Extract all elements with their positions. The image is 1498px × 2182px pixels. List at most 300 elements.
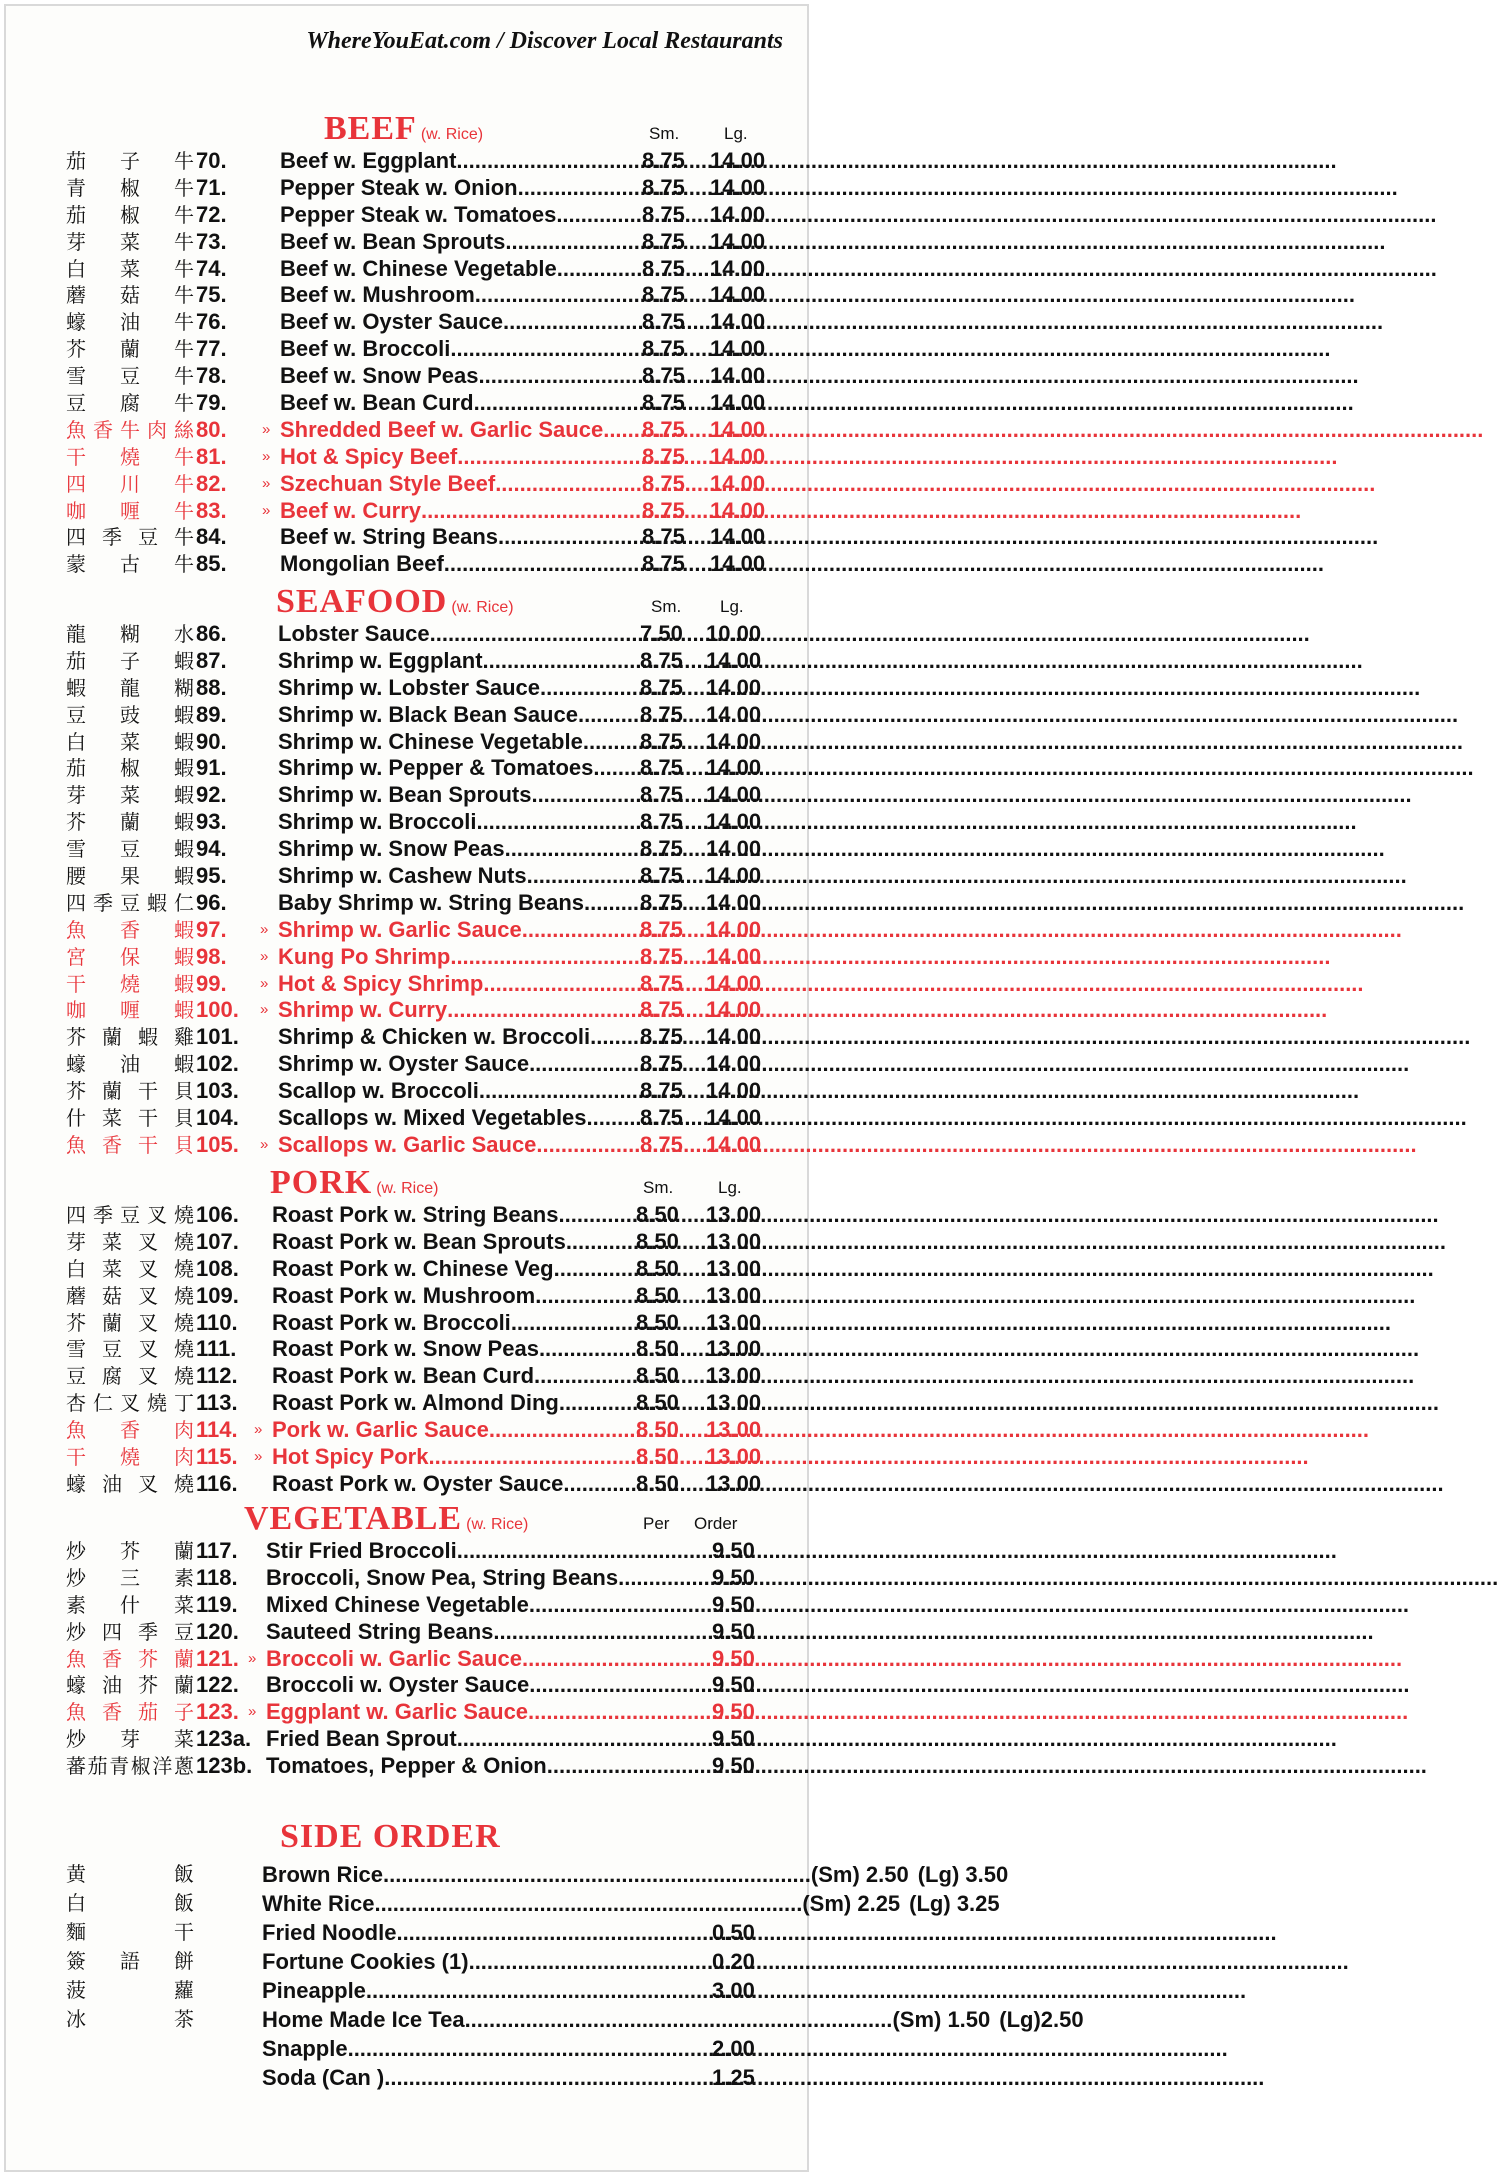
chinese-name: [66, 524, 194, 551]
chinese-char: 子: [174, 1700, 194, 1725]
item-number: 99.: [196, 970, 227, 996]
item-number: 75.: [196, 282, 227, 308]
side-item[interactable]: [6, 1976, 811, 2005]
chinese-char: 四: [66, 1203, 86, 1227]
price-large: 14.00: [706, 943, 762, 969]
price-small: (Sm) 1.50: [892, 2007, 991, 2032]
item-price: 9.50: [712, 1672, 755, 1698]
menu-item[interactable]: [6, 621, 811, 648]
side-item[interactable]: [6, 2034, 811, 2063]
chinese-char: 燒: [174, 1229, 194, 1254]
price-large: 14.00: [706, 809, 762, 835]
menu-item[interactable]: [6, 1390, 811, 1417]
menu-item[interactable]: [6, 390, 811, 417]
side-item[interactable]: [6, 2005, 1084, 2034]
menu-item[interactable]: [6, 809, 811, 836]
chinese-name: [66, 148, 194, 175]
item-name: [280, 471, 636, 498]
chinese-char: 牛: [174, 471, 194, 496]
chinese-name: [66, 2005, 194, 2034]
chinese-name: [66, 1471, 194, 1498]
leader-dots: [478, 363, 1358, 390]
chinese-char: 芥: [66, 1079, 86, 1104]
chinese-name: [66, 729, 194, 756]
item-name: [278, 917, 636, 944]
chinese-name: [66, 809, 194, 836]
chinese-name: [66, 175, 194, 202]
item-number: 108.: [196, 1255, 239, 1281]
chili-icon: »: [260, 1135, 269, 1153]
menu-item[interactable]: [6, 971, 811, 998]
chinese-char: 香: [102, 1646, 122, 1671]
chinese-char: 蘭: [102, 1079, 122, 1104]
chinese-char: 芽: [66, 229, 86, 254]
item-label: Shrimp w. Eggplant: [278, 647, 483, 673]
item-number: 88.: [196, 674, 227, 700]
item-number: 94.: [196, 836, 227, 862]
menu-item[interactable]: [6, 1132, 811, 1159]
price-large: 13.00: [706, 1444, 762, 1470]
chinese-name: [66, 256, 194, 283]
item-price: 9.50: [712, 1753, 755, 1779]
price-large: (Lg)2.50: [999, 2007, 1084, 2032]
menu-item[interactable]: [6, 524, 811, 551]
chinese-name: [66, 1726, 194, 1753]
chinese-char: 牛: [174, 202, 194, 227]
menu-item[interactable]: [6, 1336, 811, 1363]
menu-item[interactable]: [6, 755, 811, 782]
item-number: 71.: [196, 174, 227, 200]
chinese-char: 黄: [66, 1862, 86, 1886]
chinese-char: 魚: [66, 917, 86, 942]
menu-item[interactable]: [6, 551, 811, 578]
menu-item[interactable]: [6, 202, 811, 229]
beef-items: [6, 148, 811, 578]
price-small: 8.50: [636, 1336, 679, 1362]
chinese-char: 牛: [174, 525, 194, 550]
leader-dots: [495, 471, 1375, 498]
item-label: Brown Rice: [262, 1862, 384, 1887]
chinese-char: 冰: [66, 2007, 86, 2031]
chinese-char: 貝: [174, 1132, 194, 1157]
chinese-char: 叉: [138, 1283, 158, 1308]
price-small: 8.75: [640, 755, 683, 781]
chinese-char: 干: [174, 1920, 194, 1944]
menu-item[interactable]: [6, 1363, 811, 1390]
leader-dots: [558, 1202, 1438, 1229]
item-name: [272, 1390, 630, 1417]
menu-item[interactable]: [6, 782, 811, 809]
menu-item[interactable]: [6, 148, 811, 175]
price-small: 8.75: [640, 916, 683, 942]
leader-dots: [474, 390, 1354, 417]
chinese-char: 水: [174, 622, 194, 646]
chinese-name: [66, 363, 194, 390]
site-header[interactable]: WhereYouEat.com / Discover Local Restaurants: [306, 28, 783, 54]
chinese-char: 菠: [66, 1978, 86, 2002]
item-number: 102.: [196, 1051, 239, 1077]
item-number: 70.: [196, 148, 227, 173]
item-label: Hot Spicy Pork: [272, 1444, 429, 1470]
menu-item[interactable]: [6, 1471, 811, 1498]
chinese-char: 果: [120, 864, 140, 889]
chinese-char: 青: [66, 175, 86, 200]
price-small: 8.50: [636, 1363, 679, 1389]
item-name: [262, 2063, 716, 2092]
chinese-char: 蝦: [174, 729, 194, 754]
price-small: 7.50: [640, 621, 683, 646]
item-label: Beef w. Broccoli: [280, 336, 451, 362]
chinese-char: 肉: [174, 1445, 194, 1470]
price-small: 8.75: [640, 1024, 683, 1050]
menu-item[interactable]: [6, 648, 811, 675]
chili-icon: »: [248, 1703, 257, 1721]
item-label: Szechuan Style Beef: [280, 470, 496, 496]
chinese-char: 菇: [120, 283, 140, 308]
item-name: [280, 175, 636, 202]
item-name: [262, 1918, 716, 1947]
chinese-name: [66, 755, 194, 782]
menu-item[interactable]: [6, 702, 811, 729]
chinese-char: 叉: [120, 1391, 140, 1416]
price-large: 14.00: [710, 174, 766, 200]
side-item[interactable]: [6, 2063, 811, 2092]
vegetable-header: [6, 1500, 811, 1538]
item-number: 116.: [196, 1470, 238, 1496]
menu-item[interactable]: [6, 498, 811, 525]
item-label: Shrimp & Chicken w. Broccoli: [278, 1024, 591, 1050]
menu-item[interactable]: [6, 1078, 811, 1105]
chinese-name: [66, 863, 194, 890]
item-name: [272, 1283, 630, 1310]
item-name: [272, 1256, 630, 1283]
chinese-char: 燒: [120, 444, 140, 469]
item-label: Beef w. Bean Sprouts: [280, 228, 506, 254]
menu-item[interactable]: [6, 1753, 811, 1780]
chinese-name: [66, 1310, 194, 1337]
price-large: 14.00: [710, 148, 766, 173]
item-label: Sauteed String Beans: [266, 1618, 494, 1644]
menu-item[interactable]: [6, 1565, 811, 1592]
chinese-char: 干: [66, 971, 86, 996]
chinese-name: [66, 971, 194, 998]
item-name: [262, 1947, 716, 1976]
item-number: 123.: [196, 1699, 239, 1725]
item-name: [278, 997, 636, 1024]
vegetable-items: [6, 1538, 811, 1780]
item-name: [278, 702, 636, 729]
chinese-char: 炒: [66, 1619, 86, 1644]
seafood-section: [6, 583, 811, 1159]
menu-item[interactable]: [6, 1229, 811, 1256]
menu-item[interactable]: [6, 1619, 811, 1646]
side-item[interactable]: [6, 1889, 1000, 1918]
chinese-char: 燒: [120, 971, 140, 996]
menu-item[interactable]: [6, 175, 811, 202]
menu-item[interactable]: [6, 729, 811, 756]
chinese-char: 牛: [174, 337, 194, 362]
item-number: 119.: [196, 1591, 238, 1617]
price-large: (Lg) 3.50: [917, 1862, 1009, 1887]
menu-item[interactable]: [6, 1444, 811, 1471]
chinese-char: 叉: [147, 1203, 167, 1227]
menu-item[interactable]: [6, 1646, 811, 1673]
chinese-char: 蝦: [174, 702, 194, 727]
item-name: [272, 1202, 630, 1229]
item-name: [280, 202, 636, 229]
item-label: Pork w. Garlic Sauce: [272, 1417, 489, 1443]
menu-item[interactable]: [6, 444, 811, 471]
menu-item[interactable]: [6, 1592, 811, 1619]
menu-item[interactable]: [6, 471, 811, 498]
chili-icon: »: [260, 920, 269, 938]
chinese-char: 叉: [138, 1310, 158, 1335]
chinese-name: [66, 1976, 194, 2005]
item-name: [278, 836, 636, 863]
chinese-char: 龍: [66, 622, 86, 646]
menu-item[interactable]: [6, 675, 811, 702]
menu-item[interactable]: [6, 1672, 811, 1699]
item-name: [272, 1336, 630, 1363]
chinese-name: [66, 1283, 194, 1310]
chinese-char: 豆: [120, 837, 140, 862]
menu-item[interactable]: [6, 309, 811, 336]
chinese-name: [66, 417, 194, 444]
menu-item[interactable]: [6, 944, 811, 971]
leader-dots: [457, 444, 1337, 471]
item-label: Pepper Steak w. Tomatoes: [280, 201, 557, 227]
chinese-char: 仁: [93, 1391, 113, 1416]
price-small: 8.50: [636, 1282, 679, 1308]
menu-item[interactable]: [6, 417, 811, 444]
item-name: [280, 417, 636, 444]
chinese-char: 魚: [66, 1700, 86, 1725]
chinese-char: 菜: [120, 729, 140, 754]
item-number: 120.: [196, 1618, 239, 1644]
item-number: 123a.: [196, 1726, 252, 1752]
price-small: 8.75: [642, 336, 685, 362]
menu-item[interactable]: [6, 256, 811, 283]
chinese-name: [66, 1390, 194, 1417]
leader-dots: [456, 148, 1336, 175]
chinese-name: [66, 1889, 194, 1918]
item-name: [280, 309, 636, 336]
price-small: (Sm) 2.50: [810, 1862, 909, 1887]
chinese-char: 素: [174, 1565, 194, 1590]
item-number: 92.: [196, 782, 227, 808]
chinese-char: 蒙: [66, 552, 86, 577]
item-label: Beef w. String Beans: [280, 524, 499, 550]
item-label: Beef w. Eggplant: [280, 148, 457, 173]
chinese-name: [66, 498, 194, 525]
leader-dots: [457, 1538, 1337, 1565]
leader-dots: [430, 621, 1310, 648]
price-large: 14.00: [706, 1105, 762, 1131]
item-name: [266, 1565, 716, 1592]
item-name: [266, 1538, 716, 1565]
item-number: 76.: [196, 309, 227, 335]
item-label: Shrimp w. Pepper & Tomatoes: [278, 755, 594, 781]
item-name: [278, 1132, 636, 1159]
item-label: Beef w. Oyster Sauce: [280, 309, 503, 335]
menu-item[interactable]: [6, 363, 811, 390]
chinese-char: 蕃: [66, 1754, 86, 1779]
item-name: [278, 863, 636, 890]
chinese-char: 干: [138, 1079, 158, 1104]
price-large: 14.00: [706, 889, 762, 915]
side-item[interactable]: [6, 1947, 811, 1976]
chinese-char: 菜: [174, 1592, 194, 1617]
chinese-char: 椒: [120, 202, 140, 227]
menu-item[interactable]: [6, 863, 811, 890]
chinese-char: 菜: [102, 1229, 122, 1254]
chinese-char: 干: [66, 444, 86, 469]
chinese-name: [66, 1565, 194, 1592]
item-label: Roast Pork w. Broccoli: [272, 1309, 511, 1335]
chinese-char: 芥: [66, 1025, 86, 1050]
menu-item[interactable]: [6, 836, 811, 863]
chinese-name: [66, 1860, 194, 1889]
price-small: 8.75: [642, 201, 685, 227]
chinese-char: 芥: [138, 1646, 158, 1671]
leader-dots: [483, 971, 1363, 998]
chinese-char: 香: [102, 1132, 122, 1157]
item-number: 97.: [196, 916, 227, 942]
price-small: 8.75: [640, 674, 683, 700]
chinese-char: 三: [120, 1565, 140, 1590]
menu-item[interactable]: [6, 1699, 811, 1726]
price-small: 8.75: [640, 809, 683, 835]
item-label: Mongolian Beef: [280, 551, 444, 577]
chinese-char: 牛: [174, 283, 194, 308]
price-small: 8.50: [636, 1228, 679, 1254]
leader-dots: [479, 1078, 1359, 1105]
leader-dots: [498, 524, 1378, 551]
chinese-char: 豆: [66, 1364, 86, 1389]
item-price: 3.00: [712, 1978, 755, 2003]
item-name: [280, 229, 636, 256]
menu-item[interactable]: [6, 282, 811, 309]
menu-item[interactable]: [6, 1202, 811, 1229]
item-label: Roast Pork w. Chinese Veg: [272, 1255, 554, 1281]
item-name: [280, 282, 636, 309]
menu-item[interactable]: [6, 1538, 811, 1565]
price-small: 8.75: [640, 997, 683, 1023]
menu-item[interactable]: [6, 1024, 811, 1051]
item-name: [278, 755, 636, 782]
item-label: Fortune Cookies (1): [262, 1949, 469, 1974]
chinese-char: 蝦: [174, 1052, 194, 1077]
side-order-section: [6, 1818, 1084, 2092]
item-number: 107.: [196, 1228, 239, 1254]
chinese-char: 蘭: [174, 1673, 194, 1698]
menu-item[interactable]: [6, 1283, 811, 1310]
item-label: Shrimp w. Chinese Vegetable: [278, 728, 583, 754]
chinese-char: 腐: [120, 391, 140, 416]
item-price: 9.50: [712, 1699, 755, 1725]
chinese-char: 燒: [120, 1445, 140, 1470]
menu-item[interactable]: [6, 1417, 811, 1444]
leader-dots: [476, 809, 1356, 836]
pork-section: [6, 1164, 811, 1498]
chinese-char: 菜: [120, 229, 140, 254]
item-name: [266, 1699, 716, 1726]
item-label: Roast Pork w. Snow Peas: [272, 1336, 539, 1362]
item-price: 9.50: [712, 1538, 755, 1563]
side-item[interactable]: [6, 1860, 1009, 1889]
item-number: 87.: [196, 647, 227, 673]
item-label: Roast Pork w. Oyster Sauce: [272, 1470, 564, 1496]
item-name: [280, 498, 636, 525]
pork-items: [6, 1202, 811, 1498]
chinese-char: 茄: [66, 149, 86, 173]
item-number: 85.: [196, 551, 227, 577]
chinese-char: 菜: [102, 1106, 122, 1131]
chinese-char: 洋: [152, 1754, 173, 1779]
item-number: 114.: [196, 1417, 238, 1443]
menu-item[interactable]: [6, 1310, 811, 1337]
price-large: 14.00: [706, 728, 762, 754]
chinese-char: 茄: [138, 1700, 158, 1725]
side-item[interactable]: [6, 1918, 811, 1947]
menu-item[interactable]: [6, 1051, 811, 1078]
price-large: 14.00: [706, 1131, 762, 1157]
chili-icon: »: [260, 1001, 269, 1019]
chinese-char: 豆: [120, 364, 140, 389]
menu-item[interactable]: [6, 1256, 811, 1283]
chinese-char: 蘭: [174, 1646, 194, 1671]
chinese-char: 什: [66, 1106, 86, 1131]
chinese-name: [66, 1024, 194, 1051]
chinese-name: [66, 336, 194, 363]
chinese-char: 香: [120, 917, 140, 942]
price-small: 8.75: [642, 443, 685, 469]
price-large: 14.00: [706, 836, 762, 862]
chinese-name: [66, 1256, 194, 1283]
price-large: 14.00: [706, 782, 762, 808]
chinese-char: 芥: [66, 1310, 86, 1335]
menu-item[interactable]: [6, 917, 811, 944]
chinese-name: [66, 1078, 194, 1105]
chinese-char: 香: [120, 1418, 140, 1443]
price-small: 8.75: [640, 1105, 683, 1131]
item-label: Broccoli w. Oyster Sauce: [266, 1672, 530, 1698]
menu-item[interactable]: [6, 890, 811, 917]
chinese-char: 飯: [174, 1862, 194, 1886]
menu-item[interactable]: [6, 1105, 811, 1132]
menu-item[interactable]: [6, 997, 811, 1024]
price-large: 14.00: [706, 863, 762, 889]
col-order: Order: [694, 1514, 738, 1533]
chinese-char: 蠔: [66, 1471, 86, 1496]
chinese-char: 燒: [147, 1391, 167, 1416]
leader-dots: [366, 1976, 1246, 2005]
item-price: 9.50: [712, 1726, 755, 1752]
chinese-char: 蘭: [102, 1310, 122, 1335]
chinese-char: 芽: [120, 1727, 140, 1752]
leader-dots: [450, 336, 1330, 363]
chinese-char: 仁: [174, 890, 194, 915]
item-number: 90.: [196, 728, 227, 754]
chinese-name: [66, 1051, 194, 1078]
item-label: Fried Noodle: [262, 1920, 397, 1945]
menu-item[interactable]: [6, 1726, 811, 1753]
menu-item[interactable]: [6, 336, 811, 363]
menu-item[interactable]: [6, 229, 811, 256]
chinese-char: 杏: [66, 1391, 86, 1416]
price-large: 14.00: [710, 524, 766, 550]
chinese-name: [66, 1918, 194, 1947]
